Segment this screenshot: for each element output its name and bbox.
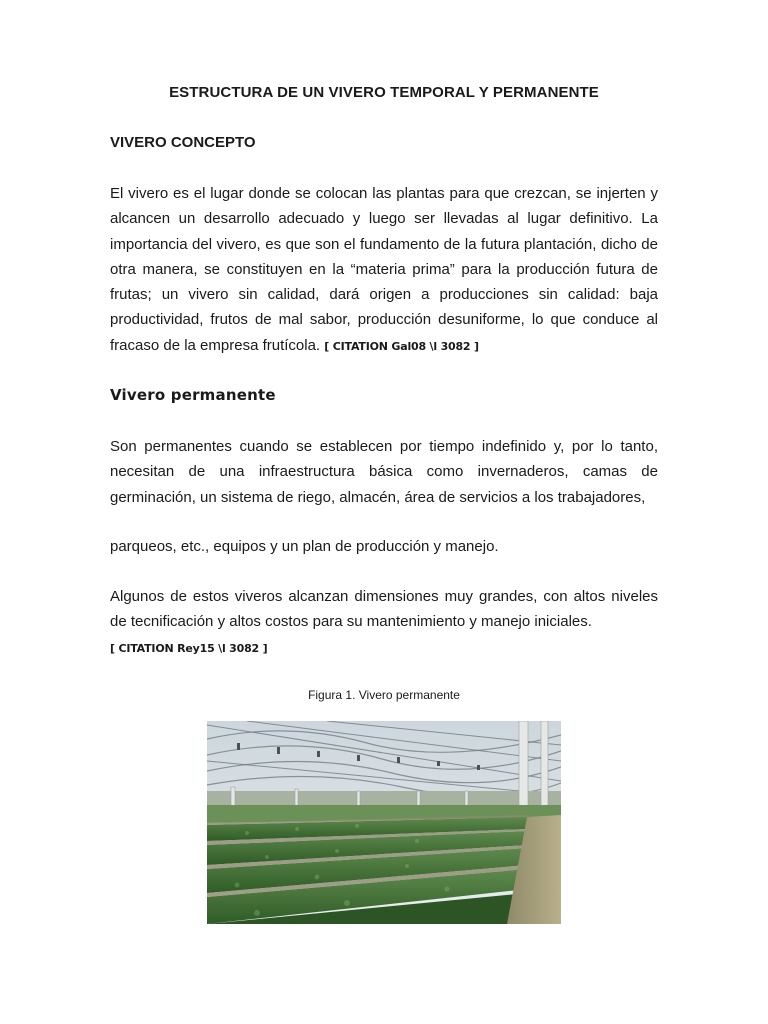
paragraph-vivero-permanente-2 [110,584,658,661]
figure-caption: Figura 1. Vivero permanente [308,688,460,702]
greenhouse-photo [207,721,561,924]
paragraph-vivero-permanente-1-cont: parqueos, etc., equipos y un plan de producción y manejo. [110,538,499,555]
paragraph-vivero-permanente-1: Son permanentes cuando se establecen por tiempo indefinido y, por lo tanto, necesitan de una infraestructura básica como invernaderos, camas de germinación, un sistema de riego, almacén, área de servicios a los trabajadores, [110,438,658,506]
paragraph-text: Algunos de estos viveros alcanzan dimensiones muy grandes, con altos niveles de tecnificación y altos costos para su mantenimiento y manejo iniciales. [110,588,658,631]
paragraph-text: El vivero es el lugar donde se colocan las plantas para que crezcan, se injerten y alcancen un desarrollo adecuado y luego ser llevadas al lugar definitivo. La importancia del vivero, es que son el fundamento de la futura plantación, dicho de otra manera, se constituyen en la “materia prima” para la producción futura de frutas; un vivero sin calidad, dará origen a producciones sin calidad: baja productividad, frutos de mal sabor, producción desuniforme, lo que conduce al fracaso de la empresa frutícola. [110,185,658,354]
citation-rey15: [ CITATION Rey15 \l 3082 ] [110,641,268,655]
paragraph-vivero-concepto [110,181,658,359]
citation-gal08: [ CITATION Gal08 \l 3082 ] [324,339,479,353]
section-heading-vivero-concepto: VIVERO CONCEPTO [110,134,256,151]
document-title: ESTRUCTURA DE UN VIVERO TEMPORAL Y PERMANENTE [169,84,599,101]
section-heading-vivero-permanente: Vivero permanente [110,386,276,404]
